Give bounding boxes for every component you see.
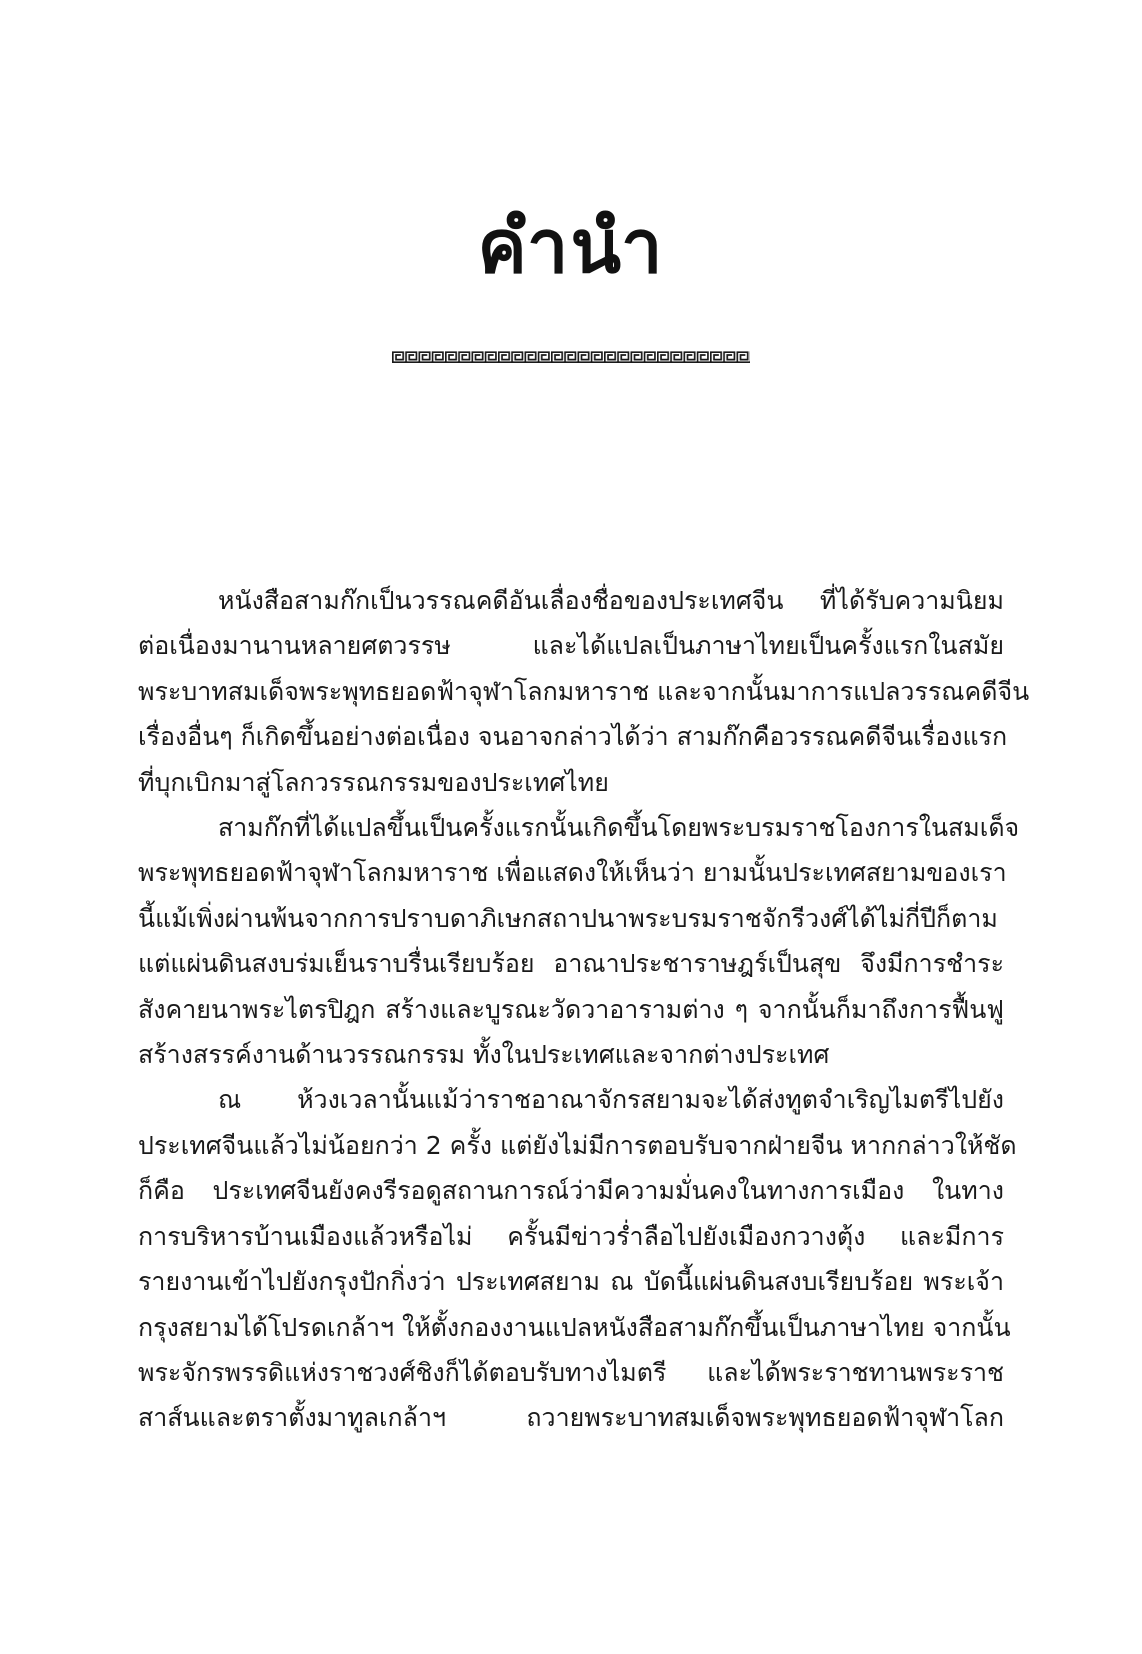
paragraph	[138, 578, 1030, 805]
text-line: นี้แม้เพิ่งผ่านพ้นจากการปราบดาภิเษกสถาปนาพระบรมราชจักรีวงศ์ได้ไม่กี่ปีก็ตาม	[138, 903, 998, 933]
greek-key-divider	[392, 351, 750, 363]
text-line: ประเทศจีนแล้วไม่น้อยกว่า 2 ครั้ง แต่ยังไม่มีการตอบรับจากฝ่ายจีน หากกล่าวให้ชัด	[138, 1130, 1017, 1160]
text-line: เรื่องอื่นๆ ก็เกิดขึ้นอย่างต่อเนื่อง จนอาจกล่าวได้ว่า สามก๊กคือวรรณคดีจีนเรื่องแรก	[138, 722, 1008, 752]
text-line: แต่แผ่นดินสงบร่มเย็นราบรื่นเรียบร้อย อาณาประชาราษฎร์เป็นสุข จึงมีการชำระ	[138, 949, 1004, 979]
paragraph	[138, 1077, 1017, 1440]
text-line: ก็คือ ประเทศจีนยังคงรีรอดูสถานการณ์ว่ามีความมั่นคงในทางการเมือง ในทาง	[138, 1176, 1004, 1206]
text-line: ที่บุกเบิกมาสู่โลกวรรณกรรมของประเทศไทย	[138, 767, 609, 797]
paragraph	[138, 805, 1020, 1077]
page-title: คำนำ	[477, 204, 665, 290]
text-line: สร้างสรรค์งานด้านวรรณกรรม ทั้งในประเทศและจากต่างประเทศ	[138, 1040, 830, 1070]
text-line: รายงานเข้าไปยังกรุงปักกิ่งว่า ประเทศสยาม ณ บัดนี้แผ่นดินสงบเรียบร้อย พระเจ้า	[138, 1267, 1004, 1297]
text-line: สังคายนาพระไตรปิฎก สร้างและบูรณะวัดวาอารามต่าง ๆ จากนั้นก็มาถึงการฟื้นฟู	[138, 994, 1004, 1024]
text-line: สามก๊กที่ได้แปลขึ้นเป็นครั้งแรกนั้นเกิดขึ้นโดยพระบรมราชโองการในสมเด็จ	[218, 813, 1020, 843]
text-line: ต่อเนื่องมานานหลายศตวรรษ และได้แปลเป็นภาษาไทยเป็นครั้งแรกในสมัย	[138, 631, 1004, 661]
text-line: พระจักรพรรดิแห่งราชวงศ์ชิงก็ได้ตอบรับทางไมตรี และได้พระราชทานพระราช	[138, 1357, 1004, 1387]
text-line: พระพุทธยอดฟ้าจุฬาโลกมหาราช เพื่อแสดงให้เห็นว่า ยามนั้นประเทศสยามของเรา	[138, 858, 1007, 888]
text-line: สาส์นและตราตั้งมาทูลเกล้าฯ ถวายพระบาทสมเด็จพระพุทธยอดฟ้าจุฬาโลก	[138, 1403, 1004, 1433]
text-line: หนังสือสามก๊กเป็นวรรณคดีอันเลื่องชื่อของประเทศจีน ที่ได้รับความนิยม	[218, 586, 1004, 615]
text-line: กรุงสยามได้โปรดเกล้าฯ ให้ตั้งกองงานแปลหนังสือสามก๊กขึ้นเป็นภาษาไทย จากนั้น	[138, 1312, 1011, 1342]
text-line: การบริหารบ้านเมืองแล้วหรือไม่ ครั้นมีข่าวร่ำลือไปยังเมืองกวางตุ้ง และมีการ	[138, 1221, 1004, 1251]
text-line: พระบาทสมเด็จพระพุทธยอดฟ้าจุฬาโลกมหาราช และจากนั้นมาการแปลวรรณคดีจีน	[138, 676, 1030, 706]
preface-body	[138, 578, 1030, 1441]
text-line: ณ ห้วงเวลานั้นแม้ว่าราชอาณาจักรสยามจะได้ส่งทูตจำเริญไมตรีไปยัง	[218, 1085, 1004, 1115]
